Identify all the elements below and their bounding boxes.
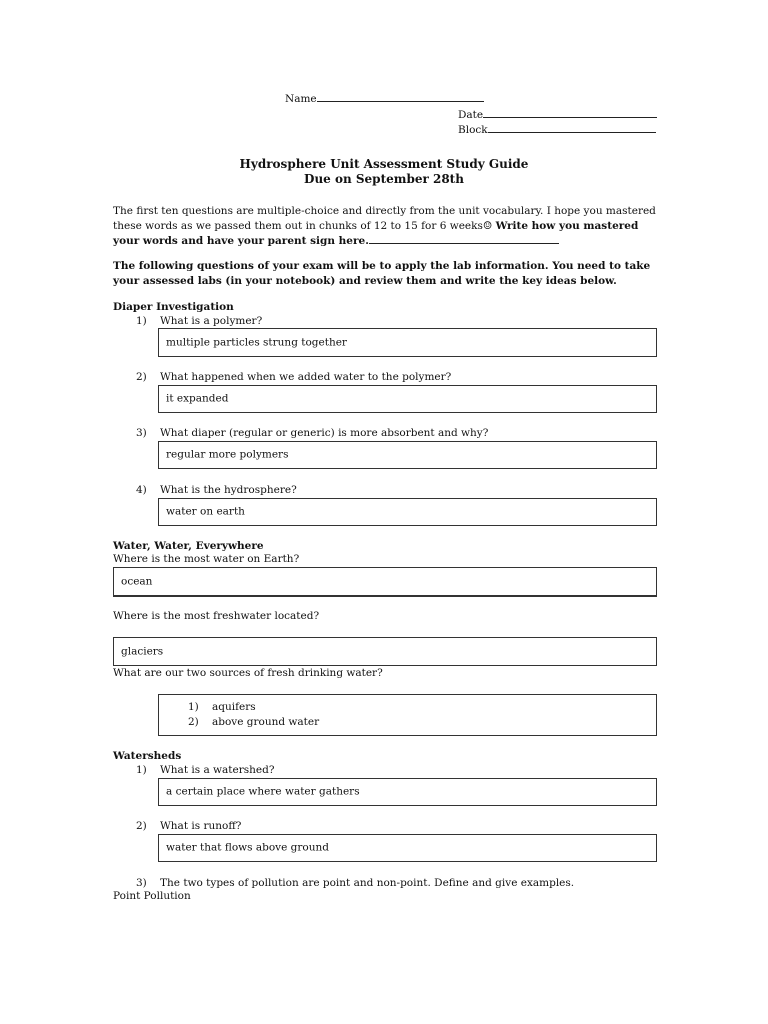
answer-text: water that flows above ground (166, 841, 329, 854)
question-number: 2) (136, 371, 147, 383)
water-question-3: What are our two sources of fresh drinking water? (113, 667, 383, 679)
answer-text: water on earth (166, 505, 245, 518)
answer-box[interactable] (113, 637, 657, 666)
question-number: 3) (136, 877, 147, 889)
question-text: The two types of pollution are point and non-point. Define and give examples. (160, 877, 575, 889)
water-question-1: Where is the most water on Earth? (113, 553, 300, 565)
answer-box[interactable] (158, 778, 657, 806)
water-question-2: Where is the most freshwater located? (113, 610, 320, 622)
answer-box[interactable] (158, 385, 657, 413)
block-label: Block (458, 124, 488, 136)
block-blank[interactable] (488, 124, 656, 133)
intro-text: The first ten questions are multiple-choice and directly from the unit vocabulary. I hope you mastered these words as we passed them out in chunks of 12 to 15 for 6 weeks☺ (113, 205, 656, 232)
document-due-date: Due on September 28th (304, 172, 464, 186)
watersheds-heading: Watersheds (113, 750, 182, 762)
answer-box[interactable] (158, 694, 657, 736)
watersheds-question-1 (136, 764, 274, 777)
question-text: What is runoff? (160, 820, 242, 832)
answer-list-item (188, 716, 319, 729)
diaper-question-4 (136, 484, 297, 497)
date-label: Date (458, 109, 484, 121)
question-number: 4) (136, 484, 147, 496)
question-text: What is the hydrosphere? (160, 484, 297, 496)
intro-paragraph (113, 204, 658, 249)
name-label: Name (285, 93, 317, 105)
answer-box[interactable] (158, 328, 657, 357)
lab-instructions: The following questions of your exam will be to apply the lab information. You need to take your assessed labs (in your notebook) and review them and write the key ideas below. (113, 260, 651, 287)
question-text: What happened when we added water to the polymer? (160, 371, 452, 383)
question-number: 3) (136, 427, 147, 439)
diaper-question-3 (136, 427, 488, 440)
answer-text: ocean (121, 574, 153, 587)
question-number: 1) (136, 764, 147, 776)
water-heading: Water, Water, Everywhere (113, 540, 264, 552)
answer-box[interactable] (113, 567, 657, 597)
name-field[interactable] (285, 93, 484, 106)
watersheds-question-2 (136, 820, 241, 833)
question-text: What is a watershed? (160, 764, 275, 776)
date-blank[interactable] (483, 109, 657, 118)
list-number: 1) (188, 701, 199, 713)
answer-text: aquifers (212, 701, 256, 713)
parent-signature-blank[interactable] (369, 235, 559, 244)
point-pollution-label: Point Pollution (113, 890, 191, 902)
block-field[interactable] (458, 124, 656, 137)
answer-text: it expanded (166, 392, 229, 405)
answer-list-item (188, 701, 256, 714)
answer-text: glaciers (121, 644, 164, 657)
answer-text: above ground water (212, 716, 320, 728)
intro-bold-text: Write how you mastered your words and have your parent sign here. (113, 220, 639, 247)
answer-text: multiple particles strung together (166, 335, 347, 348)
date-field[interactable] (458, 109, 657, 122)
answer-box[interactable] (158, 834, 657, 862)
diaper-question-2 (136, 371, 451, 384)
list-number: 2) (188, 716, 199, 728)
answer-box[interactable] (158, 441, 657, 469)
answer-box[interactable] (158, 498, 657, 526)
question-number: 1) (136, 315, 147, 327)
answer-text: a certain place where water gathers (166, 785, 360, 798)
diaper-question-1 (136, 315, 262, 328)
watersheds-question-3 (136, 877, 574, 890)
question-text: What diaper (regular or generic) is more absorbent and why? (160, 427, 489, 439)
diaper-heading: Diaper Investigation (113, 301, 234, 313)
answer-text: regular more polymers (166, 448, 289, 461)
document-title: Hydrosphere Unit Assessment Study Guide (239, 157, 529, 171)
question-text: What is a polymer? (160, 315, 263, 327)
question-number: 2) (136, 820, 147, 832)
name-blank[interactable] (317, 93, 484, 102)
